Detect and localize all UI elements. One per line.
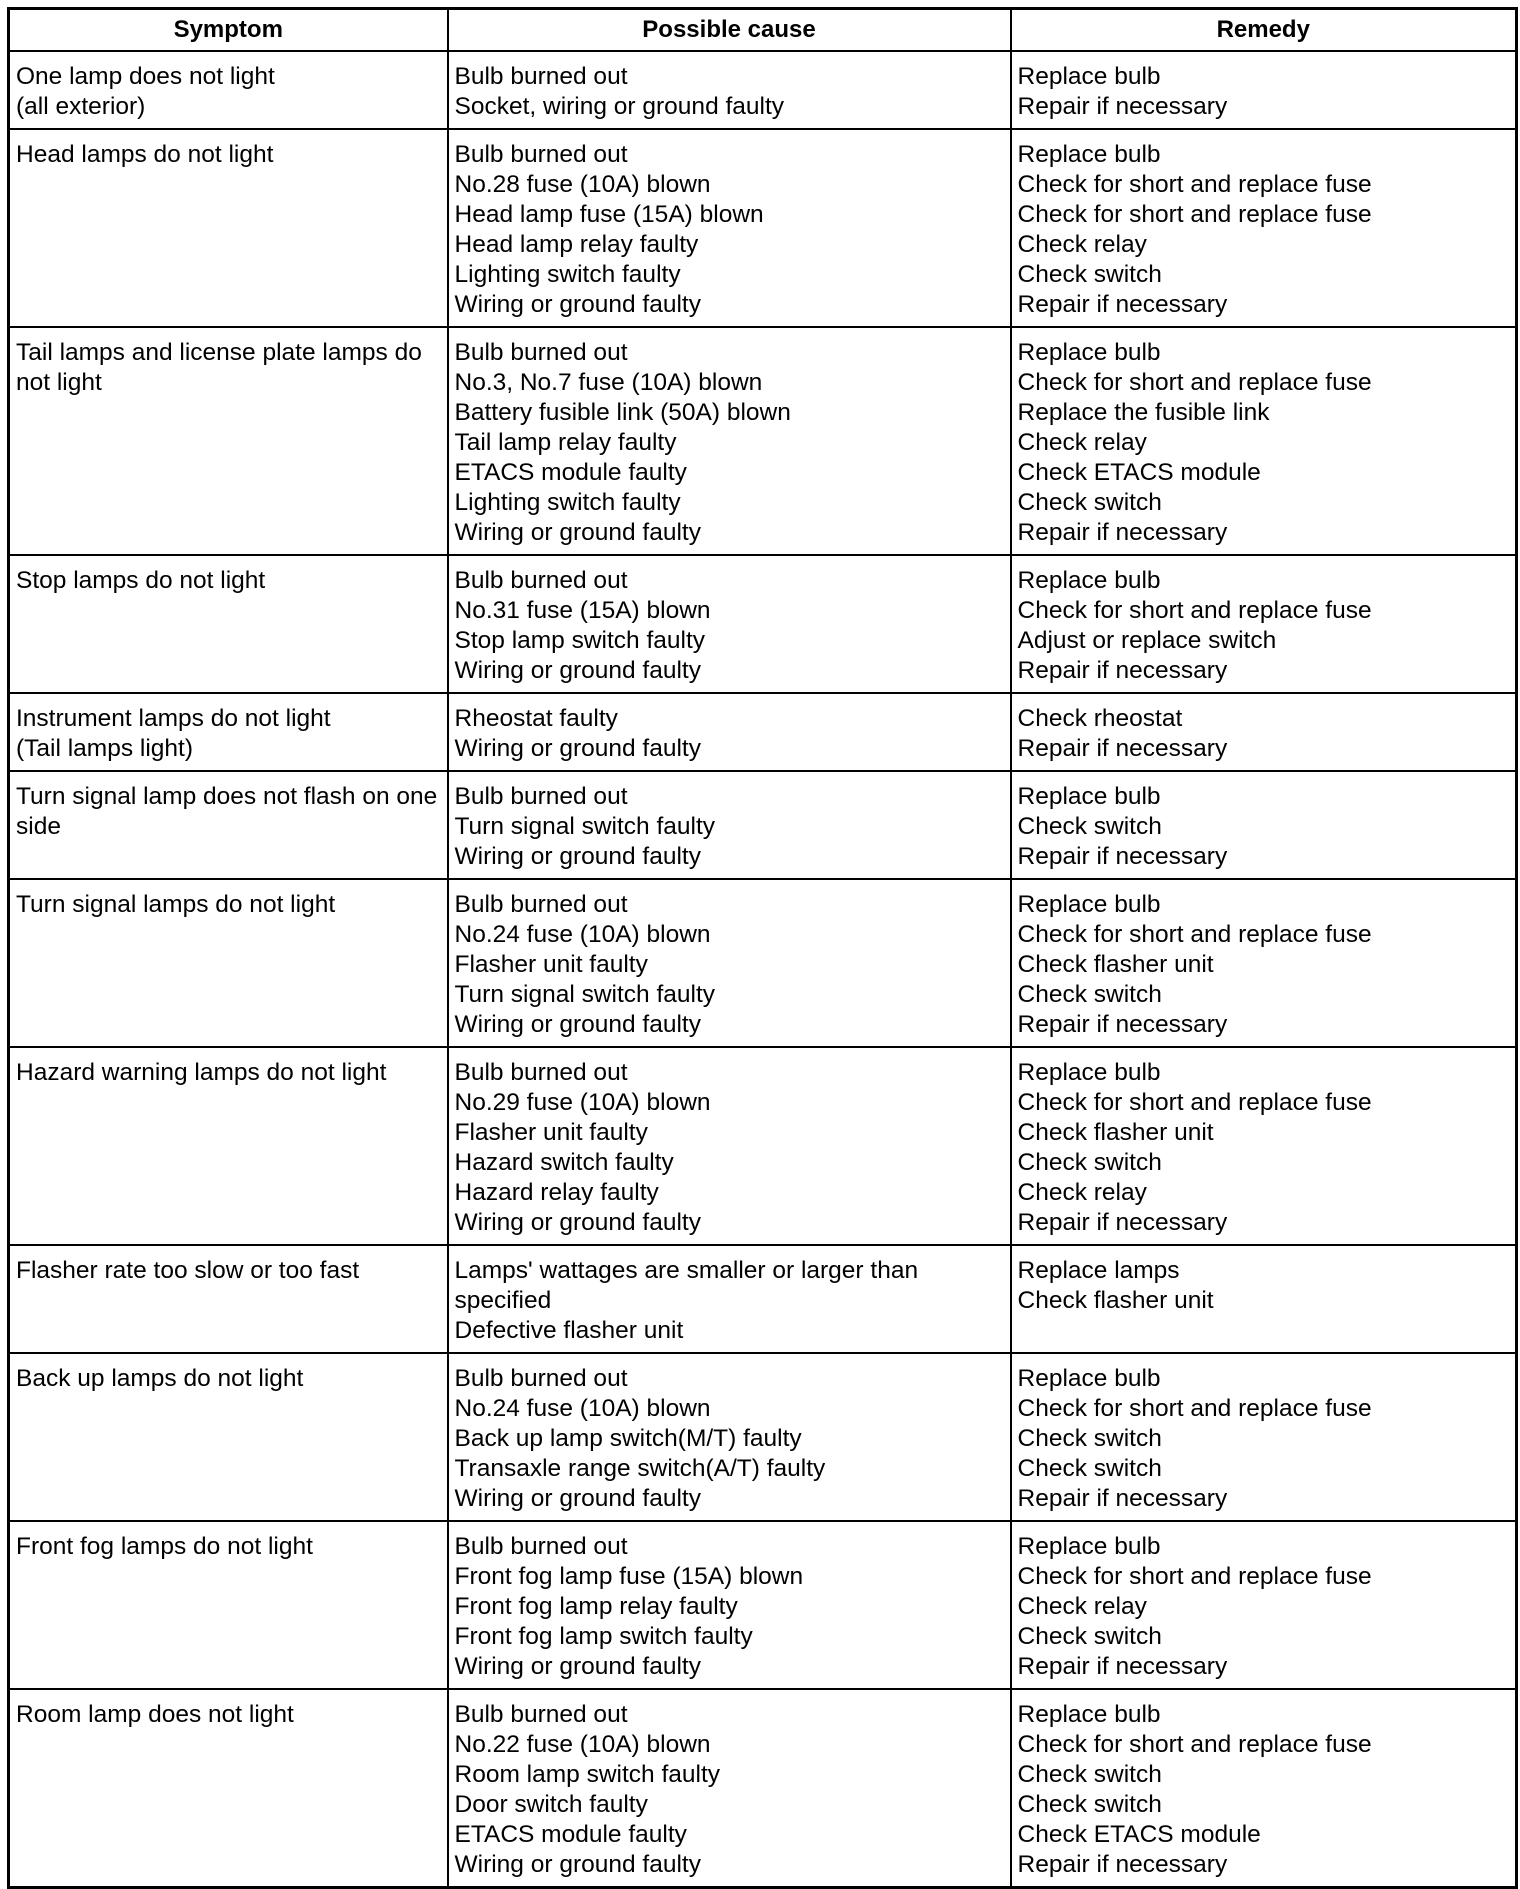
symptom-text: Stop lamps do not light: [16, 567, 266, 594]
remedy-text: Check switch: [1017, 1425, 1162, 1452]
remedy-text: Check for short and replace fuse: [1017, 1089, 1372, 1116]
cause-text: No.28 fuse (10A) blown: [454, 171, 711, 198]
remedy-text: Repair if necessary: [1017, 843, 1228, 870]
symptom-text: Tail lamps and license plate lamps do not light: [16, 339, 422, 396]
remedy-cell: [1011, 879, 1517, 1047]
cause-text: ETACS module faulty: [454, 459, 687, 486]
table-row: [9, 1353, 1517, 1521]
symptom-text: Flasher rate too slow or too fast: [16, 1257, 360, 1284]
symptom-text: Turn signal lamp does not flash on one side: [16, 783, 438, 840]
symptom-cell: [9, 1689, 448, 1888]
remedy-text: Repair if necessary: [1017, 657, 1228, 684]
symptom-cell: [9, 879, 448, 1047]
cause-text: ETACS module faulty: [454, 1821, 687, 1848]
remedy-cell: [1011, 1521, 1517, 1689]
cause-text: Head lamp relay faulty: [454, 231, 699, 258]
remedy-text: Check for short and replace fuse: [1017, 1395, 1372, 1422]
cause-text: Lamps' wattages are smaller or larger than specified: [454, 1257, 919, 1314]
cause-text: Tail lamp relay faulty: [454, 429, 677, 456]
cause-text: No.24 fuse (10A) blown: [454, 921, 711, 948]
cause-text: Lighting switch faulty: [454, 261, 681, 288]
header-remedy: Remedy: [1011, 9, 1517, 52]
remedy-text: Check flasher unit: [1017, 1119, 1214, 1146]
remedy-text: Check rheostat: [1017, 705, 1183, 732]
header-symptom: Symptom: [9, 9, 448, 52]
remedy-text: Check switch: [1017, 1761, 1162, 1788]
cause-text: Bulb burned out: [454, 567, 628, 594]
remedy-text: Check switch: [1017, 981, 1162, 1008]
remedy-text: Check for short and replace fuse: [1017, 369, 1372, 396]
header-row: [9, 9, 1517, 52]
symptom-text: Room lamp does not light: [16, 1701, 294, 1728]
table-row: [9, 693, 1517, 771]
remedy-text: Check for short and replace fuse: [1017, 1563, 1372, 1590]
remedy-text: Replace lamps: [1017, 1257, 1180, 1284]
remedy-text: Check for short and replace fuse: [1017, 171, 1372, 198]
remedy-text: Replace bulb: [1017, 1059, 1161, 1086]
cause-text: Front fog lamp relay faulty: [454, 1593, 738, 1620]
cause-cell: [448, 1689, 1011, 1888]
cause-text: Wiring or ground faulty: [454, 1209, 701, 1236]
cause-text: Hazard relay faulty: [454, 1179, 659, 1206]
remedy-text: Replace bulb: [1017, 1365, 1161, 1392]
cause-cell: [448, 1047, 1011, 1245]
remedy-text: Repair if necessary: [1017, 735, 1228, 762]
table-row: [9, 129, 1517, 327]
cause-text: Rheostat faulty: [454, 705, 618, 732]
troubleshooting-table: [7, 7, 1518, 1889]
symptom-cell: [9, 1047, 448, 1245]
symptom-cell: [9, 555, 448, 693]
remedy-text: Replace bulb: [1017, 141, 1161, 168]
remedy-text: Check relay: [1017, 1179, 1147, 1206]
remedy-text: Repair if necessary: [1017, 93, 1228, 120]
remedy-text: Check for short and replace fuse: [1017, 597, 1372, 624]
symptom-cell: [9, 1245, 448, 1353]
cause-text: Wiring or ground faulty: [454, 1011, 701, 1038]
cause-text: Bulb burned out: [454, 339, 628, 366]
cause-text: Bulb burned out: [454, 783, 628, 810]
header-possible-cause: Possible cause: [448, 9, 1011, 52]
remedy-text: Check switch: [1017, 489, 1162, 516]
table-row: [9, 1245, 1517, 1353]
remedy-text: Repair if necessary: [1017, 1485, 1228, 1512]
remedy-text: Replace bulb: [1017, 63, 1161, 90]
cause-text: Head lamp fuse (15A) blown: [454, 201, 764, 228]
symptom-cell: [9, 1353, 448, 1521]
remedy-text: Check ETACS module: [1017, 1821, 1261, 1848]
remedy-cell: [1011, 1047, 1517, 1245]
symptom-cell: [9, 51, 448, 129]
cause-text: Wiring or ground faulty: [454, 1653, 701, 1680]
cause-text: Room lamp switch faulty: [454, 1761, 721, 1788]
cause-cell: [448, 879, 1011, 1047]
remedy-text: Check switch: [1017, 1149, 1162, 1176]
cause-text: Bulb burned out: [454, 1365, 628, 1392]
remedy-cell: [1011, 1689, 1517, 1888]
cause-cell: [448, 1353, 1011, 1521]
remedy-text: Check for short and replace fuse: [1017, 921, 1372, 948]
cause-text: No.29 fuse (10A) blown: [454, 1089, 711, 1116]
remedy-text: Check switch: [1017, 813, 1162, 840]
remedy-text: Check switch: [1017, 1623, 1162, 1650]
table-row: [9, 879, 1517, 1047]
table-row: [9, 771, 1517, 879]
cause-text: Hazard switch faulty: [454, 1149, 674, 1176]
cause-text: Bulb burned out: [454, 63, 628, 90]
cause-cell: [448, 1521, 1011, 1689]
cause-cell: [448, 1245, 1011, 1353]
cause-text: Door switch faulty: [454, 1791, 648, 1818]
symptom-cell: [9, 1521, 448, 1689]
table-row: [9, 1521, 1517, 1689]
cause-text: Wiring or ground faulty: [454, 291, 701, 318]
cause-text: Battery fusible link (50A) blown: [454, 399, 791, 426]
remedy-text: Adjust or replace switch: [1017, 627, 1277, 654]
remedy-cell: [1011, 693, 1517, 771]
cause-text: Flasher unit faulty: [454, 1119, 648, 1146]
remedy-text: Check relay: [1017, 231, 1147, 258]
remedy-text: Check relay: [1017, 429, 1147, 456]
cause-cell: [448, 555, 1011, 693]
cause-text: Defective flasher unit: [454, 1317, 684, 1344]
symptom-text: Hazard warning lamps do not light: [16, 1059, 387, 1086]
remedy-text: Replace bulb: [1017, 567, 1161, 594]
table-row: [9, 327, 1517, 555]
cause-text: Bulb burned out: [454, 1059, 628, 1086]
cause-text: Bulb burned out: [454, 1701, 628, 1728]
cause-cell: [448, 327, 1011, 555]
cause-cell: [448, 51, 1011, 129]
remedy-text: Check flasher unit: [1017, 1287, 1214, 1314]
cause-text: No.3, No.7 fuse (10A) blown: [454, 369, 763, 396]
remedy-text: Check flasher unit: [1017, 951, 1214, 978]
cause-cell: [448, 129, 1011, 327]
cause-text: Wiring or ground faulty: [454, 1851, 701, 1878]
remedy-cell: [1011, 1353, 1517, 1521]
cause-text: Transaxle range switch(A/T) faulty: [454, 1455, 826, 1482]
remedy-text: Check ETACS module: [1017, 459, 1261, 486]
table-row: [9, 51, 1517, 129]
remedy-text: Replace bulb: [1017, 1533, 1161, 1560]
table-row: [9, 1689, 1517, 1888]
remedy-text: Repair if necessary: [1017, 291, 1228, 318]
cause-text: Turn signal switch faulty: [454, 813, 716, 840]
cause-text: Lighting switch faulty: [454, 489, 681, 516]
cause-cell: [448, 771, 1011, 879]
troubleshooting-table-container: [7, 7, 1515, 1889]
symptom-text: (Tail lamps light): [16, 735, 193, 762]
remedy-cell: [1011, 1245, 1517, 1353]
cause-text: Wiring or ground faulty: [454, 735, 701, 762]
table-row: [9, 555, 1517, 693]
remedy-text: Repair if necessary: [1017, 1209, 1228, 1236]
symptom-cell: [9, 693, 448, 771]
remedy-text: Check switch: [1017, 1791, 1162, 1818]
cause-text: Bulb burned out: [454, 1533, 628, 1560]
cause-text: Wiring or ground faulty: [454, 843, 701, 870]
cause-text: No.22 fuse (10A) blown: [454, 1731, 711, 1758]
symptom-text: Front fog lamps do not light: [16, 1533, 313, 1560]
cause-text: Bulb burned out: [454, 891, 628, 918]
symptom-text: (all exterior): [16, 93, 146, 120]
cause-text: Front fog lamp fuse (15A) blown: [454, 1563, 804, 1590]
cause-text: Socket, wiring or ground faulty: [454, 93, 785, 120]
remedy-text: Check for short and replace fuse: [1017, 201, 1372, 228]
remedy-text: Repair if necessary: [1017, 1851, 1228, 1878]
cause-text: No.24 fuse (10A) blown: [454, 1395, 711, 1422]
symptom-text: Turn signal lamps do not light: [16, 891, 336, 918]
table-row: [9, 1047, 1517, 1245]
symptom-cell: [9, 327, 448, 555]
remedy-text: Repair if necessary: [1017, 1653, 1228, 1680]
remedy-text: Replace bulb: [1017, 891, 1161, 918]
remedy-text: Replace bulb: [1017, 783, 1161, 810]
cause-text: Flasher unit faulty: [454, 951, 648, 978]
remedy-cell: [1011, 555, 1517, 693]
remedy-text: Check relay: [1017, 1593, 1147, 1620]
remedy-text: Repair if necessary: [1017, 519, 1228, 546]
remedy-cell: [1011, 129, 1517, 327]
symptom-text: Back up lamps do not light: [16, 1365, 304, 1392]
remedy-text: Check switch: [1017, 261, 1162, 288]
remedy-cell: [1011, 51, 1517, 129]
symptom-cell: [9, 771, 448, 879]
cause-text: No.31 fuse (15A) blown: [454, 597, 711, 624]
symptom-cell: [9, 129, 448, 327]
remedy-text: Replace bulb: [1017, 339, 1161, 366]
symptom-text: Head lamps do not light: [16, 141, 274, 168]
remedy-cell: [1011, 327, 1517, 555]
cause-text: Stop lamp switch faulty: [454, 627, 706, 654]
remedy-text: Replace bulb: [1017, 1701, 1161, 1728]
remedy-text: Repair if necessary: [1017, 1011, 1228, 1038]
cause-text: Front fog lamp switch faulty: [454, 1623, 753, 1650]
cause-text: Bulb burned out: [454, 141, 628, 168]
remedy-text: Check switch: [1017, 1455, 1162, 1482]
cause-text: Back up lamp switch(M/T) faulty: [454, 1425, 802, 1452]
cause-text: Wiring or ground faulty: [454, 1485, 701, 1512]
remedy-cell: [1011, 771, 1517, 879]
cause-text: Turn signal switch faulty: [454, 981, 716, 1008]
symptom-text: Instrument lamps do not light: [16, 705, 331, 732]
cause-text: Wiring or ground faulty: [454, 657, 701, 684]
cause-cell: [448, 693, 1011, 771]
symptom-text: One lamp does not light: [16, 63, 275, 90]
remedy-text: Check for short and replace fuse: [1017, 1731, 1372, 1758]
table-body: [9, 51, 1517, 1888]
remedy-text: Replace the fusible link: [1017, 399, 1270, 426]
cause-text: Wiring or ground faulty: [454, 519, 701, 546]
